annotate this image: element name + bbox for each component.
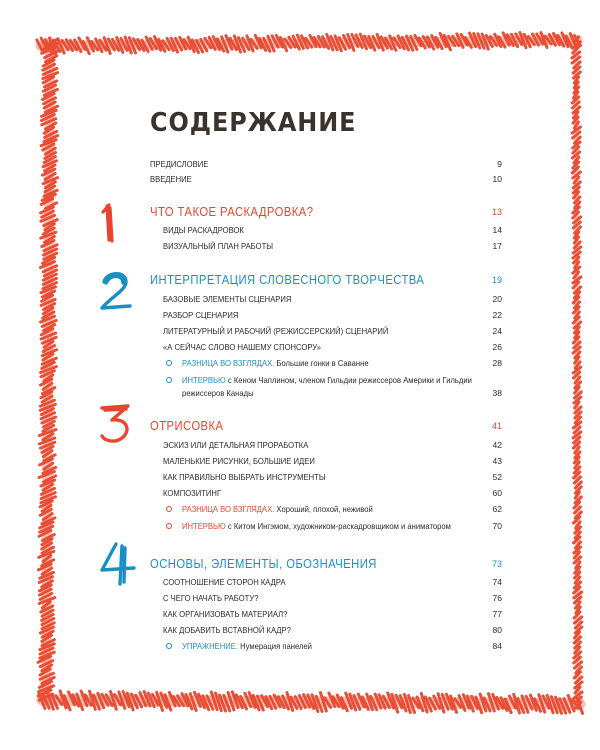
chapter-page: 19	[491, 275, 502, 285]
special-text: Хороший, плохой, неживой	[274, 504, 373, 514]
toc-entry-page: 60	[492, 488, 502, 498]
toc-entry-page: 84	[492, 641, 502, 651]
toc-special-entry[interactable]	[0, 355, 600, 373]
toc-entry-label: РАЗБОР СЦЕНАРИЯ	[163, 310, 239, 320]
toc-entry-page: 77	[492, 609, 502, 619]
toc-special-entry[interactable]	[0, 501, 600, 519]
toc-entry-page: 20	[492, 294, 502, 304]
special-tag: УПРАЖНЕНИЕ.	[182, 641, 238, 651]
chapter-1-heading[interactable]	[0, 204, 600, 222]
bullet-circle-icon	[166, 360, 172, 366]
toc-entry-page: 62	[492, 504, 502, 514]
toc-entry-page: 80	[492, 625, 502, 635]
toc-entry-page: 24	[492, 326, 502, 336]
toc-entry-page: 52	[492, 472, 502, 482]
toc-entry-page: 76	[492, 593, 502, 603]
bullet-circle-icon	[166, 377, 172, 383]
toc-entry-label: ПРЕДИСЛОВИЕ	[150, 159, 209, 169]
chapter-4-heading[interactable]	[0, 556, 600, 574]
toc-entry-label: С ЧЕГО НАЧАТЬ РАБОТУ?	[163, 593, 259, 603]
toc-entry-label: СООТНОШЕНИЕ СТОРОН КАДРА	[163, 577, 286, 587]
toc-entry-page: 70	[492, 521, 502, 531]
special-text: режиссеров Канады	[182, 388, 254, 398]
toc-entry-page: 9	[497, 159, 502, 169]
chapter-page: 13	[491, 207, 502, 217]
toc-special-entry[interactable]	[0, 518, 600, 536]
special-text: с Кеном Чаплином, членом Гильдии режиссеров Америки и Гильдии	[225, 375, 472, 385]
chapter-title: ЧТО ТАКОЕ РАСКАДРОВКА?	[150, 205, 314, 219]
bullet-circle-icon	[166, 523, 172, 529]
special-tag: РАЗНИЦА ВО ВЗГЛЯДАХ.	[182, 504, 275, 514]
chapter-page: 73	[491, 559, 502, 569]
toc-entry-page: 43	[492, 456, 502, 466]
toc-entry-label: ВИДЫ РАСКАДРОВОК	[163, 225, 244, 235]
toc-entry-label: «А СЕЙЧАС СЛОВО НАШЕМУ СПОНСОРУ»	[163, 342, 322, 352]
toc-entry-page: 17	[492, 241, 502, 251]
toc-entry-label: ЭСКИЗ ИЛИ ДЕТАЛЬНАЯ ПРОРАБОТКА	[163, 440, 309, 450]
special-tag: ИНТЕРВЬЮ	[182, 521, 226, 531]
chapter-title: ОСНОВЫ, ЭЛЕМЕНТЫ, ОБОЗНАЧЕНИЯ	[150, 557, 377, 571]
toc-entry-label: МАЛЕНЬКИЕ РИСУНКИ, БОЛЬШИЕ ИДЕИ	[163, 456, 315, 466]
special-tag: ИНТЕРВЬЮ	[182, 375, 226, 385]
bullet-circle-icon	[166, 506, 172, 512]
toc-entry-page: 28	[492, 358, 502, 368]
toc-special-entry-continuation[interactable]	[0, 385, 600, 403]
special-tag: РАЗНИЦА ВО ВЗГЛЯДАХ.	[182, 358, 275, 368]
toc-entry-page: 22	[492, 310, 502, 320]
toc-entry-label: ЛИТЕРАТУРНЫЙ И РАБОЧИЙ (РЕЖИССЕРСКИЙ) СЦЕНАРИЙ	[163, 326, 389, 336]
bullet-circle-icon	[166, 643, 172, 649]
toc-special-entry[interactable]	[0, 638, 600, 656]
toc-entry-page: 42	[492, 440, 502, 450]
toc-entry-label: КАК ДОБАВИТЬ ВСТАВНОЙ КАДР?	[163, 625, 291, 635]
special-text: Большие гонки в Саванне	[274, 358, 369, 368]
toc-entry-page: 26	[492, 342, 502, 352]
page-title: СОДЕРЖАНИЕ	[150, 108, 357, 138]
toc-entry-label: БАЗОВЫЕ ЭЛЕМЕНТЫ СЦЕНАРИЯ	[163, 294, 292, 304]
toc-entry-page: 10	[492, 174, 502, 184]
toc-entry-label: ВВЕДЕНИЕ	[150, 174, 192, 184]
toc-entry-page: 14	[492, 225, 502, 235]
toc-entry-label: ВИЗУАЛЬНЫЙ ПЛАН РАБОТЫ	[163, 241, 274, 251]
chapter-title: ОТРИСОВКА	[150, 419, 224, 433]
toc-entry-page: 74	[492, 577, 502, 587]
toc-entry-label: КАК ПРАВИЛЬНО ВЫБРАТЬ ИНСТРУМЕНТЫ	[163, 472, 326, 482]
toc-entry[interactable]	[0, 238, 600, 256]
toc-entry-label: КОМПОЗИТИНГ	[163, 488, 222, 498]
toc-entry-label: КАК ОРГАНИЗОВАТЬ МАТЕРИАЛ?	[163, 609, 288, 619]
toc-entry-introduction[interactable]	[0, 171, 600, 189]
chapter-2-heading[interactable]	[0, 272, 600, 290]
special-text: Нумерация панелей	[237, 641, 312, 651]
chapter-page: 41	[491, 421, 502, 431]
chapter-title: ИНТЕРПРЕТАЦИЯ СЛОВЕСНОГО ТВОРЧЕСТВА	[150, 273, 425, 287]
toc-entry-page: 38	[492, 388, 502, 398]
special-text: с Китом Ингэмом, художником-раскадровщиком и аниматором	[225, 521, 451, 531]
chapter-3-heading[interactable]	[0, 418, 600, 436]
